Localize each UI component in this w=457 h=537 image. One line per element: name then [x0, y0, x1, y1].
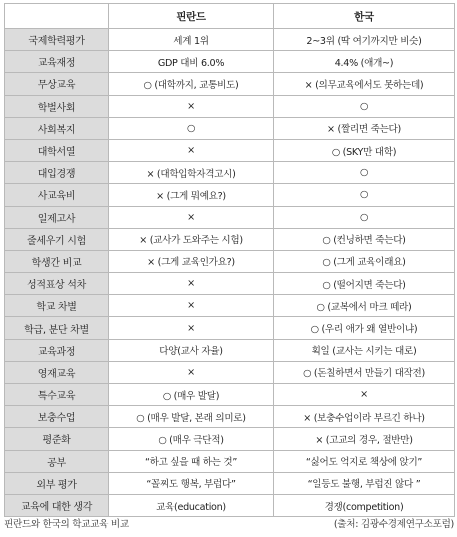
row-label-cell: 교육에 대한 생각 — [5, 494, 109, 516]
row-label-cell: 외부 평가 — [5, 472, 109, 494]
finland-cell: “꼴찌도 행복, 부럽다” — [109, 472, 274, 494]
row-label-cell: 일제고사 — [5, 206, 109, 228]
table-row — [5, 450, 455, 472]
table-row — [5, 139, 455, 161]
finland-cell: 교육(education) — [109, 494, 274, 516]
korea-cell: × (의무교육에서도 못하는데) — [274, 73, 455, 95]
finland-cell: × — [109, 295, 274, 317]
header-corner-cell — [5, 4, 109, 29]
finland-cell: ○ — [109, 117, 274, 139]
table-row — [5, 472, 455, 494]
korea-cell: ○ (우리 애가 왜 열반이냐) — [274, 317, 455, 339]
table-row — [5, 339, 455, 361]
header-korea: 한국 — [274, 4, 455, 29]
row-label-cell: 줄세우기 시험 — [5, 228, 109, 250]
table-row — [5, 406, 455, 428]
korea-cell: 2~3위 (딱 여기까지만 비슷) — [274, 29, 455, 51]
finland-cell: × — [109, 317, 274, 339]
korea-cell: ○ (컨닝하면 죽는다) — [274, 228, 455, 250]
table-body — [5, 29, 455, 517]
korea-cell: × (보충수업이라 부르긴 하나) — [274, 406, 455, 428]
row-label-cell: 대입경쟁 — [5, 162, 109, 184]
table-row — [5, 494, 455, 516]
table-row — [5, 29, 455, 51]
row-label-cell: 영재교육 — [5, 361, 109, 383]
finland-cell: 다양(교사 자율) — [109, 339, 274, 361]
row-label-cell: 학생간 비교 — [5, 250, 109, 272]
finland-cell: ○ (매우 극단적) — [109, 428, 274, 450]
comparison-table-wrapper — [4, 3, 454, 517]
finland-cell: GDP 대비 6.0% — [109, 51, 274, 73]
table-row — [5, 361, 455, 383]
korea-cell: “싫어도 억지로 책상에 앉기” — [274, 450, 455, 472]
row-label-cell: 국제학력평가 — [5, 29, 109, 51]
korea-cell: 획일 (교사는 시키는 대로) — [274, 339, 455, 361]
table-row — [5, 95, 455, 117]
table-row — [5, 228, 455, 250]
finland-cell: × (그게 교육인가요?) — [109, 250, 274, 272]
finland-cell: × — [109, 361, 274, 383]
table-row — [5, 273, 455, 295]
header-finland: 핀란드 — [109, 4, 274, 29]
finland-cell: ○ (매우 발달) — [109, 384, 274, 406]
finland-cell: × (대학입학자격고시) — [109, 162, 274, 184]
finland-cell: × — [109, 206, 274, 228]
korea-cell: “일등도 불행, 부럽진 않다 ” — [274, 472, 455, 494]
korea-cell: ○ (교복에서 마크 떼라) — [274, 295, 455, 317]
table-row — [5, 206, 455, 228]
row-label-cell: 보충수업 — [5, 406, 109, 428]
row-label-cell: 학교 차별 — [5, 295, 109, 317]
korea-cell: ○ (떨어지면 죽는다) — [274, 273, 455, 295]
row-label-cell: 공부 — [5, 450, 109, 472]
korea-cell: × (고교의 경우, 절반만) — [274, 428, 455, 450]
korea-cell: ○ — [274, 206, 455, 228]
caption-source: (출처: 김광수경제연구소포럼) — [333, 519, 454, 530]
korea-cell: ○ (SKY만 대학) — [274, 139, 455, 161]
table-row — [5, 428, 455, 450]
row-label-cell: 교육과정 — [5, 339, 109, 361]
finland-cell: ○ (매우 발달, 본래 의미로) — [109, 406, 274, 428]
finland-cell: × — [109, 273, 274, 295]
korea-cell: × (짤리면 죽는다) — [274, 117, 455, 139]
table-header — [5, 4, 455, 29]
korea-cell: ○ — [274, 184, 455, 206]
row-label-cell: 성적표상 석차 — [5, 273, 109, 295]
korea-cell: 경쟁(competition) — [274, 494, 455, 516]
caption-title: 핀란드와 한국의 학교교육 비교 — [4, 519, 129, 530]
row-label-cell: 무상교육 — [5, 73, 109, 95]
row-label-cell: 학벌사회 — [5, 95, 109, 117]
table-row — [5, 250, 455, 272]
table-row — [5, 317, 455, 339]
finland-cell: “하고 싶을 때 하는 것” — [109, 450, 274, 472]
table-row — [5, 117, 455, 139]
finland-cell: 세계 1위 — [109, 29, 274, 51]
row-label-cell: 학급, 분단 차별 — [5, 317, 109, 339]
row-label-cell: 특수교육 — [5, 384, 109, 406]
row-label-cell: 사교육비 — [5, 184, 109, 206]
korea-cell: ○ — [274, 95, 455, 117]
comparison-table — [4, 3, 455, 517]
table-row — [5, 73, 455, 95]
finland-cell: × — [109, 95, 274, 117]
row-label-cell: 평준화 — [5, 428, 109, 450]
korea-cell: ○ (돈칠하면서 만들기 대작전) — [274, 361, 455, 383]
finland-cell: × — [109, 139, 274, 161]
korea-cell: × — [274, 384, 455, 406]
finland-cell: ○ (대학까지, 교통비도) — [109, 73, 274, 95]
row-label-cell: 사회복지 — [5, 117, 109, 139]
table-row — [5, 295, 455, 317]
korea-cell: ○ — [274, 162, 455, 184]
finland-cell: × (교사가 도와주는 시험) — [109, 228, 274, 250]
row-label-cell: 대학서열 — [5, 139, 109, 161]
finland-cell: × (그게 뭐예요?) — [109, 184, 274, 206]
table-row — [5, 184, 455, 206]
table-row — [5, 384, 455, 406]
korea-cell: 4.4% (애개~) — [274, 51, 455, 73]
korea-cell: ○ (그게 교육이래요) — [274, 250, 455, 272]
table-row — [5, 162, 455, 184]
table-row — [5, 51, 455, 73]
header-row — [5, 4, 455, 29]
row-label-cell: 교육재정 — [5, 51, 109, 73]
